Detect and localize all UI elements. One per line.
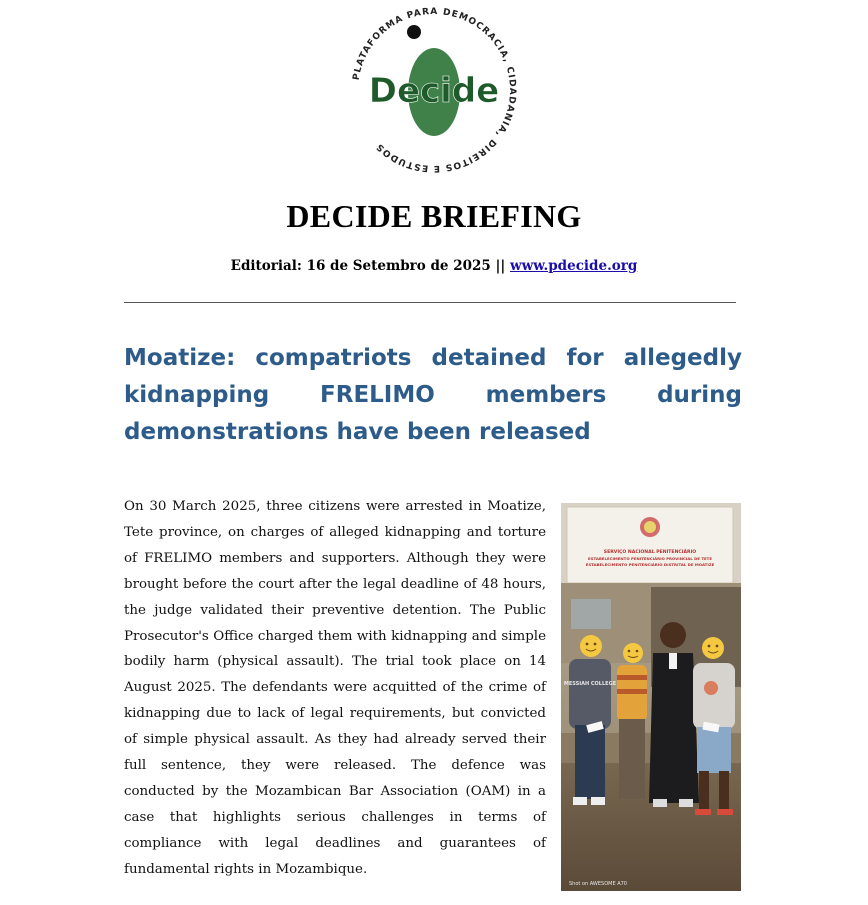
website-link[interactable]: www.pdecide.org bbox=[510, 258, 638, 274]
photo-watermark: Shot on AWESOME A70 bbox=[569, 881, 627, 887]
editorial-date: Editorial: 16 de Setembro de 2025 || bbox=[230, 258, 511, 274]
article-body: On 30 March 2025, three citizens were arrested in Moatize, Tete province, on charges of alleged kidnapping and torture of FRELIMO members and supporters. Although they were brought before the court after the legal deadline of 48 hours, the judge validated their preventive detention. The Public Prosecutor's Office charged them with kidnapping and simple bodily harm (physical assault). The trial took place on 14 August 2025. The defendants were acquitted of the crime of kidnapping due to lack of legal requirements, but convicted of simple physical assault. As they had already served their full sentence, they were released. The defence was conducted by the Mozambican Bar Association (OAM) in a case that highlights serious challenges in terms of compliance with legal deadlines and guarantees of fundamental rights in Mozambique. bbox=[124, 499, 546, 877]
lawyer-head bbox=[660, 622, 686, 648]
face-emoji-2 bbox=[623, 643, 643, 663]
decide-logo-graphic bbox=[346, 6, 522, 174]
person-2 bbox=[617, 643, 647, 799]
logo-dot bbox=[407, 25, 421, 39]
sign-line-1: SERVIÇO NACIONAL PENITENCIÁRIO bbox=[603, 550, 697, 555]
article-photo bbox=[561, 503, 741, 891]
face-emoji-4 bbox=[702, 637, 724, 659]
face-emoji-1 bbox=[580, 635, 602, 657]
logo-brand-text: Decide bbox=[368, 71, 500, 111]
sign-line-2: ESTABELECIMENTO PENITENCIÁRIO PROVINCIAL DE TETE bbox=[588, 556, 712, 561]
decide-logo bbox=[346, 6, 522, 174]
photo-graphic bbox=[561, 503, 741, 891]
logo-ring-text: PLATAFORMA PARA DEMOCRACIA, CIDADANIA, DIREITOS E ESTUDOS bbox=[351, 6, 518, 174]
briefing-title: DECIDE BRIEFING bbox=[286, 198, 582, 234]
shirt-text: MESSIAH COLLEGE bbox=[563, 681, 617, 687]
editorial-line bbox=[0, 258, 868, 274]
article-headline: Moatize: compatriots detained for allegedly kidnapping FRELIMO members during demonstrations have been released bbox=[124, 345, 742, 445]
sign-line-3: ESTABELECIMENTO PENITENCIÁRIO DISTRITAL DE MOATIZE bbox=[585, 562, 715, 567]
divider-line bbox=[124, 302, 736, 303]
